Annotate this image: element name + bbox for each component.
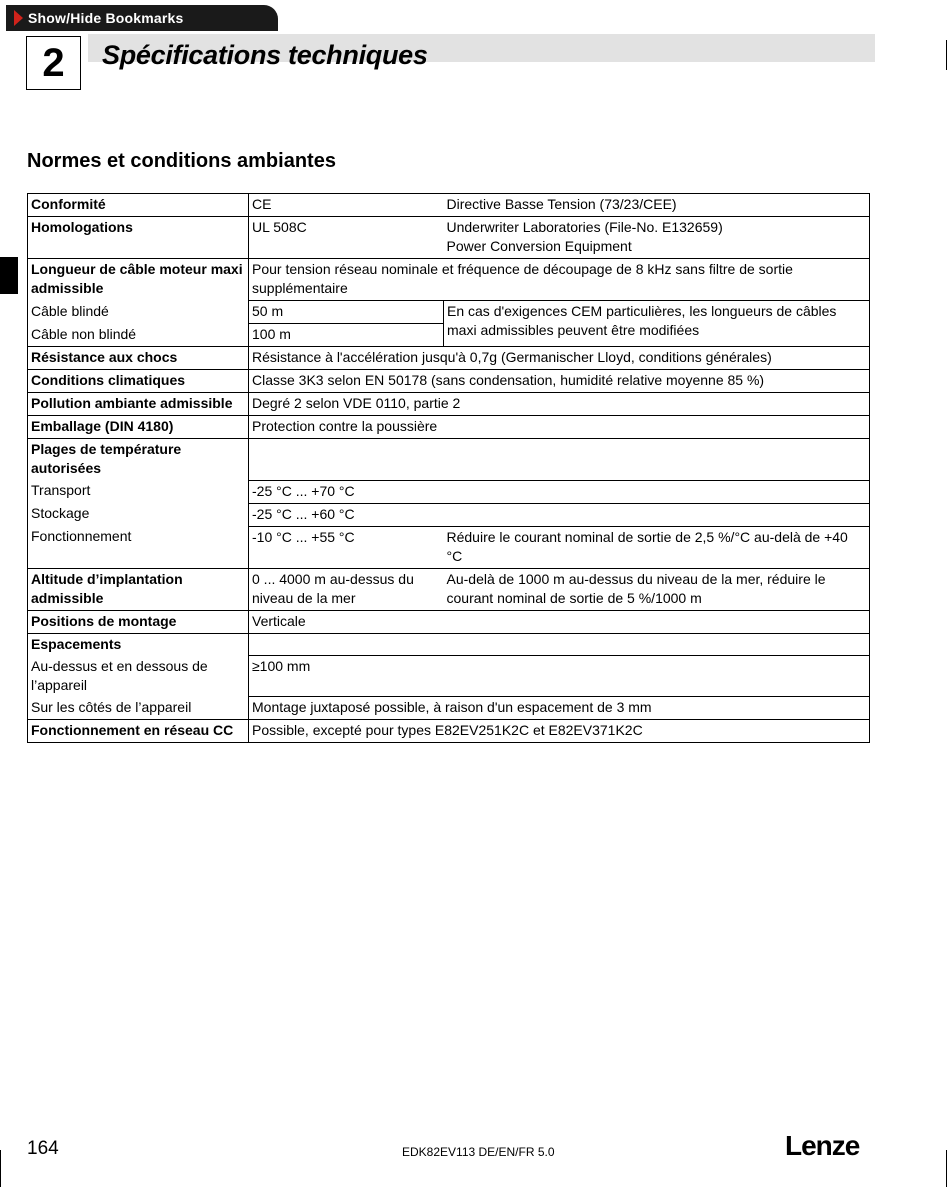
chapter-number: 2 — [26, 36, 81, 90]
row-sublabel: Au-dessus et en dessous de l’appareil — [28, 656, 249, 697]
row-value: Résistance à l'accélération jusqu'à 0,7g (Germanischer Lloyd, conditions générales) — [249, 347, 870, 370]
row-sublabel: Fonctionnement — [28, 526, 249, 568]
row-sublabel: Câble non blindé — [28, 324, 249, 347]
approval-note-1: Underwriter Laboratories (File-No. E132659) — [446, 219, 723, 235]
table-row — [28, 633, 870, 656]
row-value: Protection contre la poussière — [249, 416, 870, 439]
approval-note-2: Power Conversion Equipment — [446, 238, 632, 254]
row-value: -25 °C ... +70 °C — [249, 480, 870, 503]
row-label: Conditions climatiques — [28, 370, 249, 393]
crop-mark — [0, 1150, 1, 1187]
table-row — [28, 526, 870, 568]
row-label: Emballage (DIN 4180) — [28, 416, 249, 439]
row-value: Possible, excepté pour types E82EV251K2C et E82EV371K2C — [249, 720, 870, 743]
table-row — [28, 656, 870, 697]
table-row — [28, 416, 870, 439]
row-value: -10 °C ... +55 °C — [249, 526, 444, 568]
table-row — [28, 720, 870, 743]
row-value: -25 °C ... +60 °C — [249, 503, 870, 526]
table-row — [28, 568, 870, 610]
row-note — [444, 217, 870, 259]
triangle-right-icon — [14, 10, 23, 26]
row-value — [249, 439, 870, 481]
row-label: Résistance aux chocs — [28, 347, 249, 370]
row-sublabel: Câble blindé — [28, 301, 249, 324]
table-row — [28, 347, 870, 370]
table-row — [28, 393, 870, 416]
row-label: Fonctionnement en réseau CC — [28, 720, 249, 743]
side-tab-marker — [0, 257, 18, 294]
row-label: Pollution ambiante admissible — [28, 393, 249, 416]
table-row — [28, 610, 870, 633]
row-sublabel: Sur les côtés de l’appareil — [28, 697, 249, 720]
row-value: 50 m — [249, 301, 444, 324]
table-row — [28, 259, 870, 301]
row-value: Degré 2 selon VDE 0110, partie 2 — [249, 393, 870, 416]
row-value: Verticale — [249, 610, 870, 633]
row-value: Pour tension réseau nominale et fréquence de découpage de 8 kHz sans filtre de sortie supplémentaire — [249, 259, 870, 301]
row-sublabel: Transport — [28, 480, 249, 503]
table-row — [28, 217, 870, 259]
table-row — [28, 439, 870, 481]
row-label: Plages de température autorisées — [28, 439, 249, 481]
row-note: En cas d'exigences CEM particulières, les longueurs de câbles maxi admissibles peuvent être modifiées — [444, 301, 870, 347]
table-row — [28, 370, 870, 393]
table-row — [28, 194, 870, 217]
lenze-logo: Lenze — [785, 1130, 860, 1161]
specifications-table — [27, 193, 870, 743]
row-label: Homologations — [28, 217, 249, 259]
row-value: 0 ... 4000 m au-dessus du niveau de la mer — [249, 568, 444, 610]
row-value — [249, 633, 870, 656]
row-value: UL 508C — [249, 217, 444, 259]
row-label: Altitude d’implantation admissible — [28, 568, 249, 610]
row-value: Classe 3K3 selon EN 50178 (sans condensation, humidité relative moyenne 85 %) — [249, 370, 870, 393]
row-note: Réduire le courant nominal de sortie de 2,5 %/°C au-delà de +40 °C — [444, 526, 870, 568]
crop-mark — [946, 1150, 947, 1187]
row-sublabel: Stockage — [28, 503, 249, 526]
row-label: Conformité — [28, 194, 249, 217]
table-row — [28, 697, 870, 720]
table-row — [28, 503, 870, 526]
bookmarks-button-label: Show/Hide Bookmarks — [28, 10, 184, 26]
table-row — [28, 301, 870, 324]
section-heading: Normes et conditions ambiantes — [27, 150, 336, 172]
row-label: Longueur de câble moteur maxi admissible — [28, 259, 249, 301]
row-note: Au-delà de 1000 m au-dessus du niveau de la mer, réduire le courant nominal de sortie de 5 %/1000 m — [444, 568, 870, 610]
row-value: ≥100 mm — [249, 656, 870, 697]
row-label: Espacements — [28, 633, 249, 656]
table-row — [28, 480, 870, 503]
row-value: 100 m — [249, 324, 444, 347]
crop-mark — [946, 40, 947, 70]
page-number: 164 — [27, 1138, 59, 1159]
row-note: Directive Basse Tension (73/23/CEE) — [444, 194, 870, 217]
document-id: EDK82EV113 DE/EN/FR 5.0 — [402, 1145, 555, 1159]
show-hide-bookmarks-button[interactable] — [6, 5, 278, 31]
page-title: Spécifications techniques — [102, 40, 428, 70]
row-value: Montage juxtaposé possible, à raison d'un espacement de 3 mm — [249, 697, 870, 720]
row-label: Positions de montage — [28, 610, 249, 633]
row-value: CE — [249, 194, 444, 217]
